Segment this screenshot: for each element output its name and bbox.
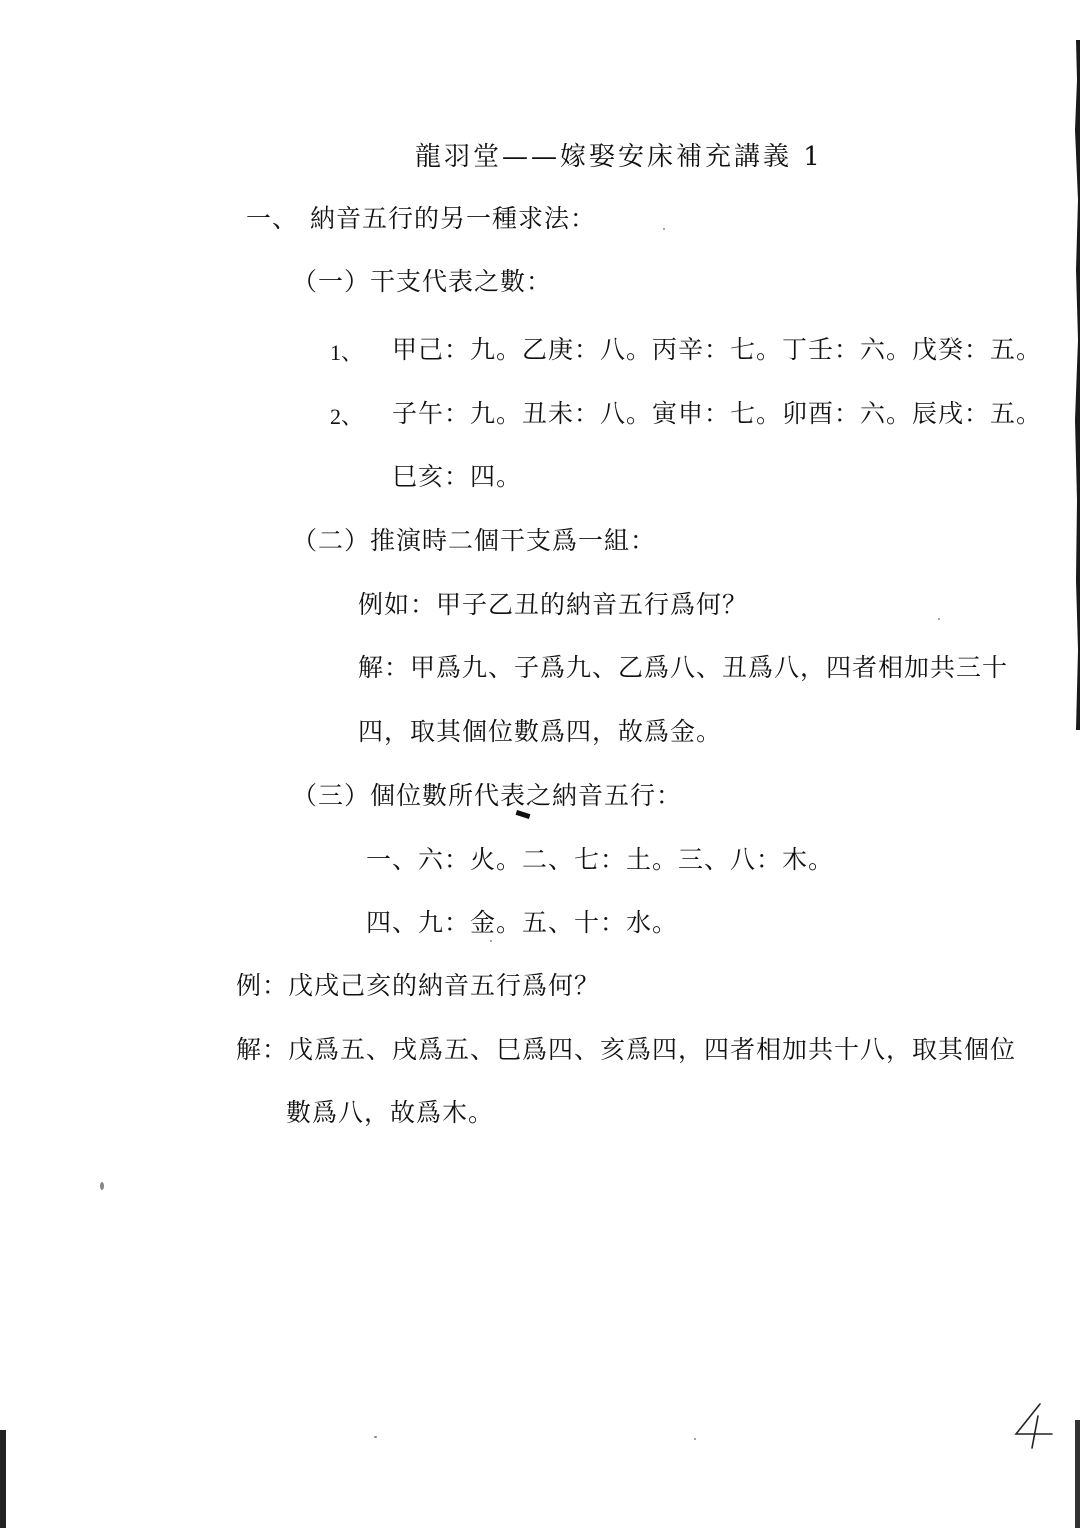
subsection-1-heading: （一）干支代表之數： (292, 267, 553, 296)
scan-edge-right (1073, 40, 1080, 730)
section-1-marker: 一、 (246, 204, 299, 233)
scan-speck (694, 1438, 696, 1440)
item-2-continuation: 巳亥：四。 (392, 462, 523, 491)
example-1-question: 例如：甲子乙丑的納音五行爲何？ (358, 590, 749, 619)
example-2-solution-line-1: 解：戊爲五、戌爲五、巳爲四、亥爲四，四者相加共十八，取其個位 (236, 1035, 1017, 1064)
subsection-3-heading: （三）個位數所代表之納音五行： (292, 781, 683, 810)
item-2-text: 子午：九。丑未：八。寅申：七。卯酉：六。辰戌：五。 (392, 399, 1043, 428)
handwritten-page-number (1010, 1400, 1060, 1450)
document-title: 龍羽堂——嫁娶安床補充講義 1 (415, 142, 823, 172)
item-1-text: 甲己：九。乙庚：八。丙辛：七。丁壬：六。戊癸：五。 (392, 335, 1043, 364)
subsection-2-heading: （二）推演時二個干支爲一組： (292, 526, 657, 555)
section-1-heading: 納音五行的另一種求法： (310, 204, 597, 233)
scan-speck (374, 1436, 377, 1438)
scan-edge-right-bottom (1075, 1420, 1080, 1528)
example-1-solution-line-1: 解：甲爲九、子爲九、乙爲八、丑爲八，四者相加共三十 (358, 653, 1009, 682)
scan-edge-left (0, 1430, 6, 1528)
example-2-solution-line-2: 數爲八，故爲木。 (286, 1098, 495, 1127)
example-1-solution-line-2: 四，取其個位數爲四，故爲金。 (358, 717, 723, 746)
element-mapping-line-1: 一、六：火。二、七：土。三、八：木。 (366, 845, 835, 874)
item-2-number: 2、 (330, 404, 364, 429)
scan-speck (100, 1182, 104, 1190)
scan-speck (663, 228, 665, 230)
element-mapping-line-2: 四、九：金。五、十：水。 (366, 908, 679, 937)
scan-speck (938, 618, 940, 620)
item-1-number: 1、 (330, 340, 364, 365)
scan-speck (490, 940, 492, 942)
example-2-question: 例：戊戌己亥的納音五行爲何？ (236, 971, 601, 1000)
